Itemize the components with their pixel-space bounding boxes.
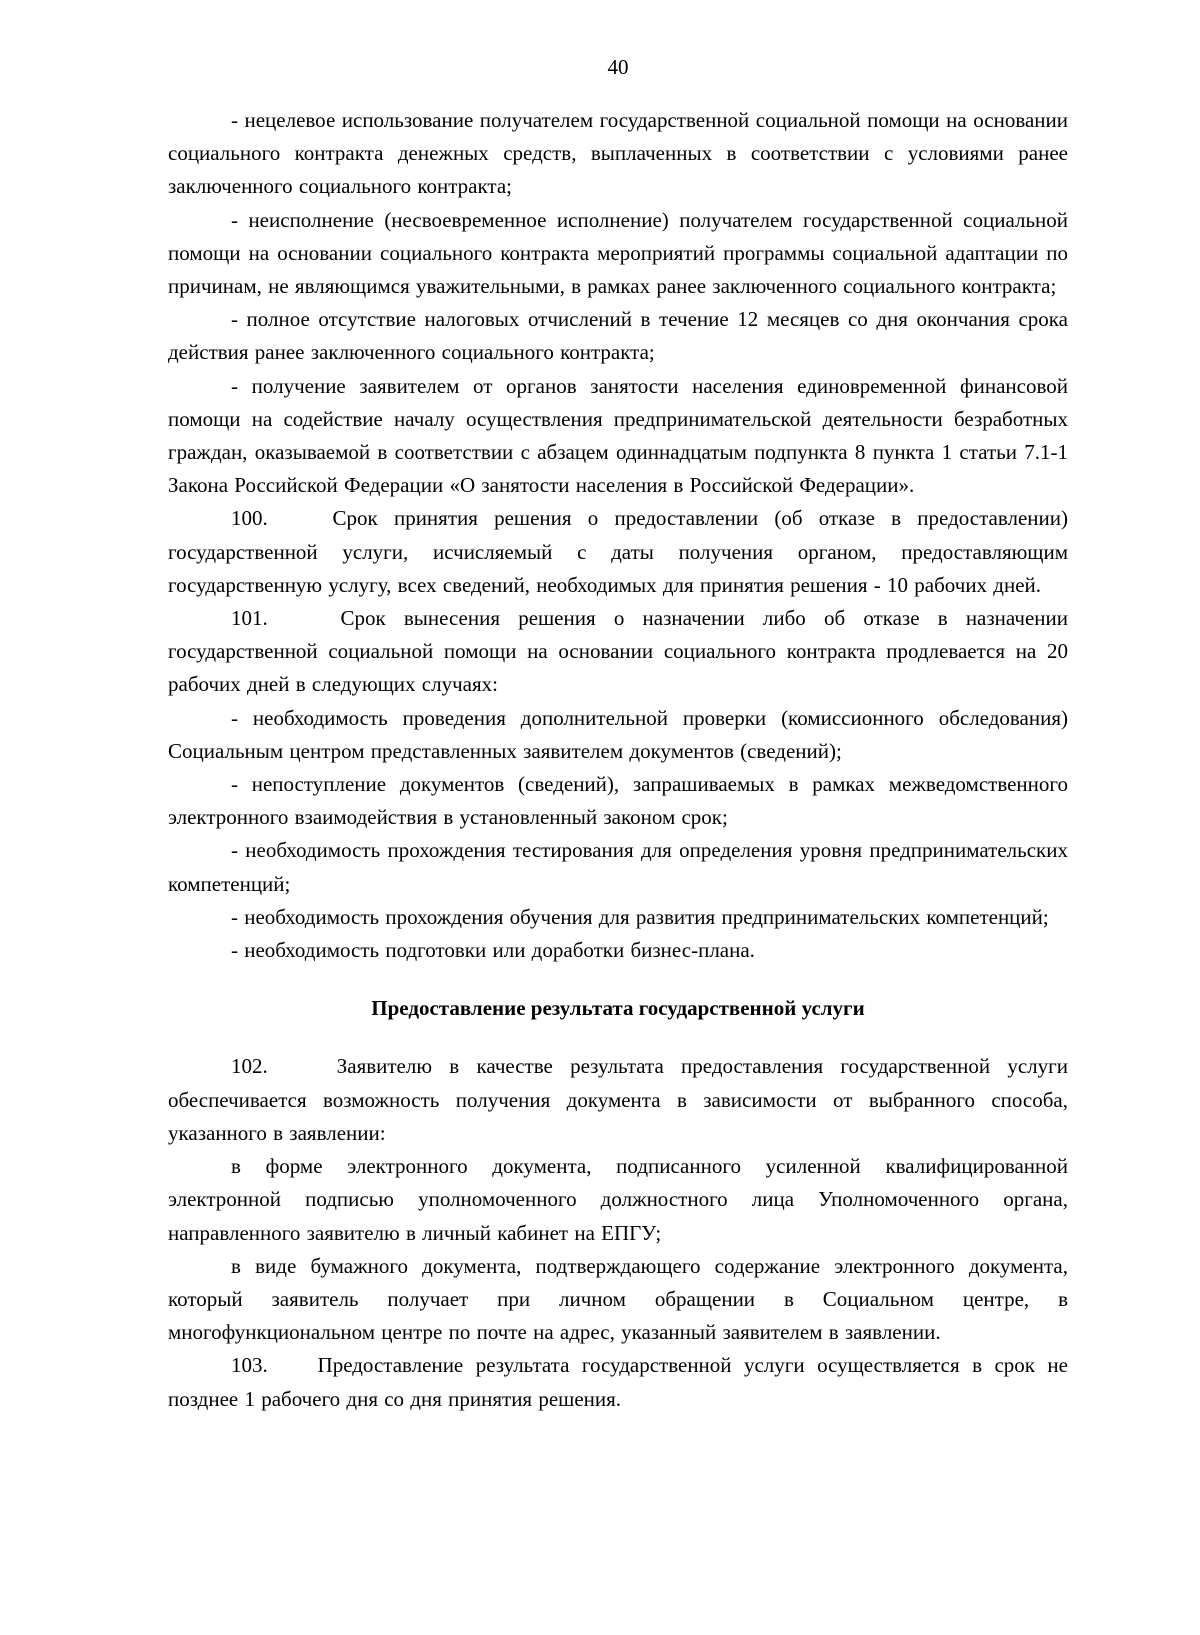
paragraph: - необходимость прохождения тестирования для определения уровня предпринимательских компетенций; <box>168 838 1068 896</box>
paragraph: - необходимость проведения дополнительной проверки (комиссионного обследования) Социальным центром представленных заявителем документов (сведений); <box>168 705 1068 763</box>
section-heading: Предоставление результата государственной услуги <box>371 996 865 1021</box>
paragraph: в виде бумажного документа, подтверждающего содержание электронного документа, который заявитель получает при личном обращении в Социальном центре, в многофункциональном центре по почте на адрес, указанный заявителем в заявлении. <box>168 1253 1068 1345</box>
paragraph: 100. Срок принятия решения о предоставлении (об отказе в предоставлении) государственной услуги, исчисляемый с даты получения органом, предоставляющим государственную услугу, всех сведений, необходимых для принятия решения - 10 рабочих дней. <box>168 506 1068 597</box>
paragraph: - необходимость прохождения обучения для развития предпринимательских компетенций; <box>231 904 1049 929</box>
paragraph: - непоступление документов (сведений), запрашиваемых в рамках межведомственного электронного взаимодействия в установленный законом срок; <box>168 772 1068 830</box>
paragraph: 102. Заявителю в качестве результата предоставления государственной услуги обеспечивается возможность получения документа в зависимости от выбранного способа, указанного в заявлении: <box>168 1054 1068 1145</box>
page-number: 40 <box>607 55 629 79</box>
paragraph: в форме электронного документа, подписанного усиленной квалифицированной электронной подписью уполномоченного должностного лица Уполномоченного органа, направленного заявителю в личный кабинет на ЕПГУ; <box>168 1154 1068 1245</box>
paragraph: 103. Предоставление результата государственной услуги осуществляется в срок не позднее 1 рабочего дня со дня принятия решения. <box>168 1353 1068 1411</box>
paragraph: - получение заявителем от органов занятости населения единовременной финансовой помощи на содействие началу осуществления предпринимательской деятельности безработных граждан, оказываемой в соответствии с абзацем одиннадцатым подпункта 8 пункта 1 статьи 7.1-1 Закона Российской Федерации «О занятости населения в Российской Федерации». <box>168 373 1068 498</box>
paragraph: 101. Срок вынесения решения о назначении либо об отказе в назначении государственной социальной помощи на основании социального контракта продлевается на 20 рабочих дней в следующих случаях: <box>168 606 1068 697</box>
paragraph: - полное отсутствие налоговых отчислений в течение 12 месяцев со дня окончания срока действия ранее заключенного социального контракта; <box>168 307 1068 365</box>
paragraph: - нецелевое использование получателем государственной социальной помощи на основании социального контракта денежных средств, выплаченных в соответствии с условиями ранее заключенного социального контракта; <box>168 108 1068 199</box>
paragraph: - необходимость подготовки или доработки бизнес-плана. <box>231 938 755 963</box>
document-body <box>168 104 1068 1416</box>
paragraph: - неисполнение (несвоевременное исполнение) получателем государственной социальной помощи на основании социального контракта мероприятий программы социальной адаптации по причинам, не являющимся уважительными, в рамках ранее заключенного социального контракта; <box>168 207 1068 299</box>
